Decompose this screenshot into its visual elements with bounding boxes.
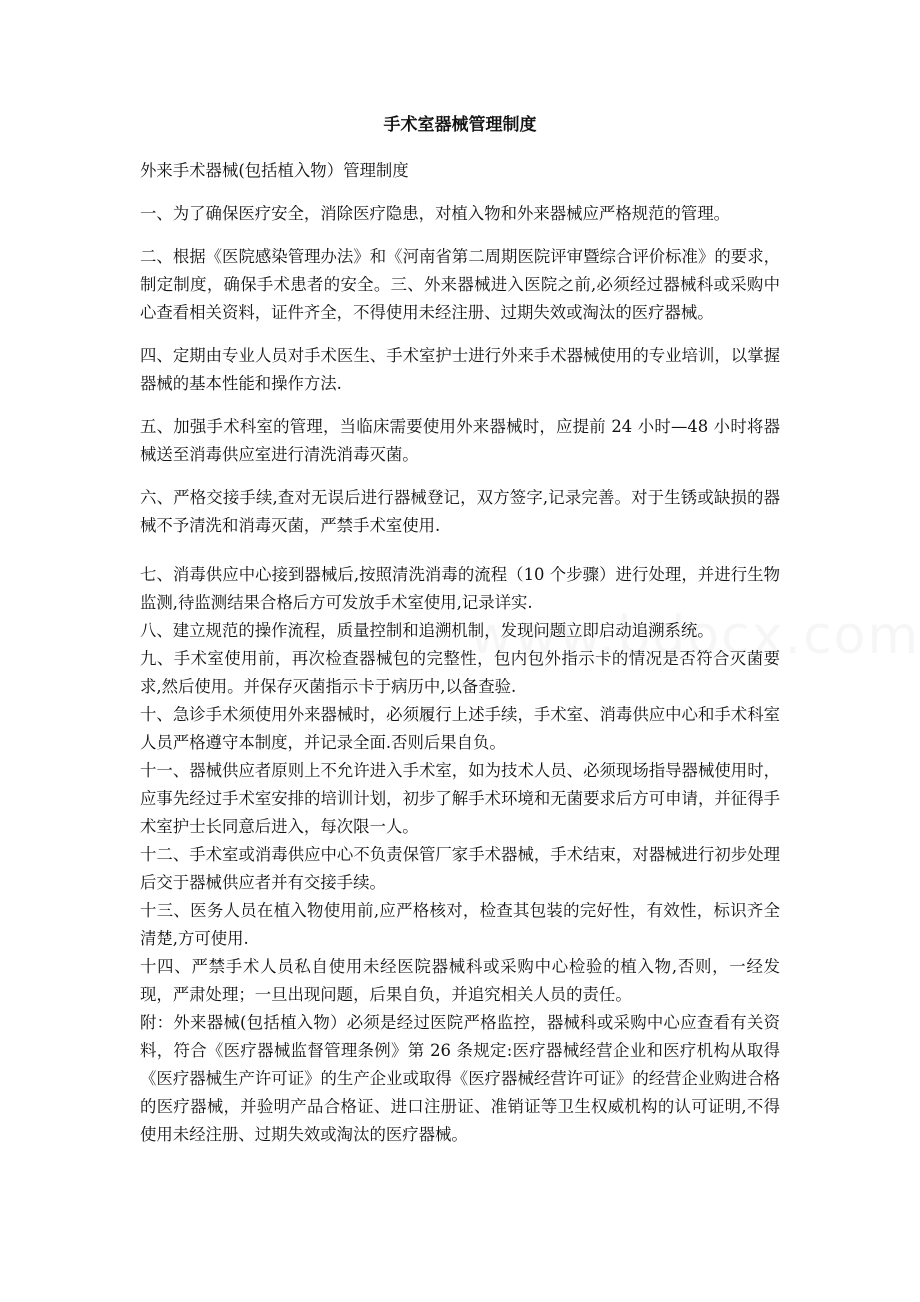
paragraph-10: 十、急诊手术须使用外来器械时，必须履行上述手续，手术室、消毒供应中心和手术科室人员严格遵守本制度，并记录全面.否则后果自负。 [140,705,780,752]
document-subtitle: 外来手术器械(包括植入物）管理制度 [140,161,409,180]
document-title: 手术室器械管理制度 [383,115,537,135]
paragraph-12: 十二、手术室或消毒供应中心不负责保管厂家手术器械，手术结束，对器械进行初步处理后交于器械供应者并有交接手续。 [140,845,780,892]
paragraph-13: 十三、医务人员在植入物使用前,应严格核对，检查其包装的完好性，有效性，标识齐全清楚,方可使用. [140,901,780,948]
paragraph-14: 十四、严禁手术人员私自使用未经医院器械科或采购中心检验的植入物,否则，一经发现，严肃处理；一旦出现问题，后果自负，并追究相关人员的责任。 [140,957,780,1004]
appendix-note: 附：外来器械(包括植入物）必须是经过医院严格监控，器械科或采购中心应查看有关资料，符合《医疗器械监督管理条例》第 26 条规定:医疗器械经营企业和医疗机构从取得《医疗器械生产许可证》的生产企业或取得《医疗器械经营许可证》的经营企业购进合格的医疗器械，并验明产品合格证、进口注册证、准销证等卫生权威机构的认可证明,不得使用未经注册、过期失效或淘汰的医疗器械。 [140,1013,780,1144]
paragraph-11: 十一、器械供应者原则上不允许进入手术室，如为技术人员、必须现场指导器械使用时，应事先经过手术室安排的培训计划，初步了解手术环境和无菌要求后方可申请，并征得手术室护士长同意后进入，每次限一人。 [140,761,780,836]
paragraph-4: 四、定期由专业人员对手术医生、手术室护士进行外来手术器械使用的专业培训，以掌握器械的基本性能和操作方法. [140,346,780,393]
paragraph-7: 七、消毒供应中心接到器械后,按照清洗消毒的流程（10 个步骤）进行处理，并进行生物监测,待监测结果合格后方可发放手术室使用,记录详实. [140,565,780,612]
document-body [140,157,780,1149]
paragraph-8: 八、建立规范的操作流程，质量控制和追溯机制，发现问题立即启动追溯系统。 [140,621,714,640]
paragraph-5: 五、加强手术科室的管理，当临床需要使用外来器械时，应提前 24 小时—48 小时将器械送至消毒供应室进行清洗消毒灭菌。 [140,417,780,464]
paragraph-1: 一、为了确保医疗安全，消除医疗隐患，对植入物和外来器械应严格规范的管理。 [140,204,731,223]
paragraph-6: 六、严格交接手续,查对无误后进行器械登记，双方签字,记录完善。对于生锈或缺损的器械不予清洗和消毒灭菌，严禁手术室使用. [140,488,780,535]
paragraph-9: 九、手术室使用前，再次检查器械包的完整性，包内包外指示卡的情况是否符合灭菌要求,然后使用。并保存灭菌指示卡于病历中,以备查验. [140,649,780,696]
paragraph-2: 二、根据《医院感染管理办法》和《河南省第二周期医院评审暨综合评价标准》的要求，制定制度，确保手术患者的安全。三、外来器械进入医院之前,必须经过器械科或采购中心查看相关资料，证件齐全，不得使用未经注册、过期失效或淘汰的医疗器械。 [140,247,780,322]
